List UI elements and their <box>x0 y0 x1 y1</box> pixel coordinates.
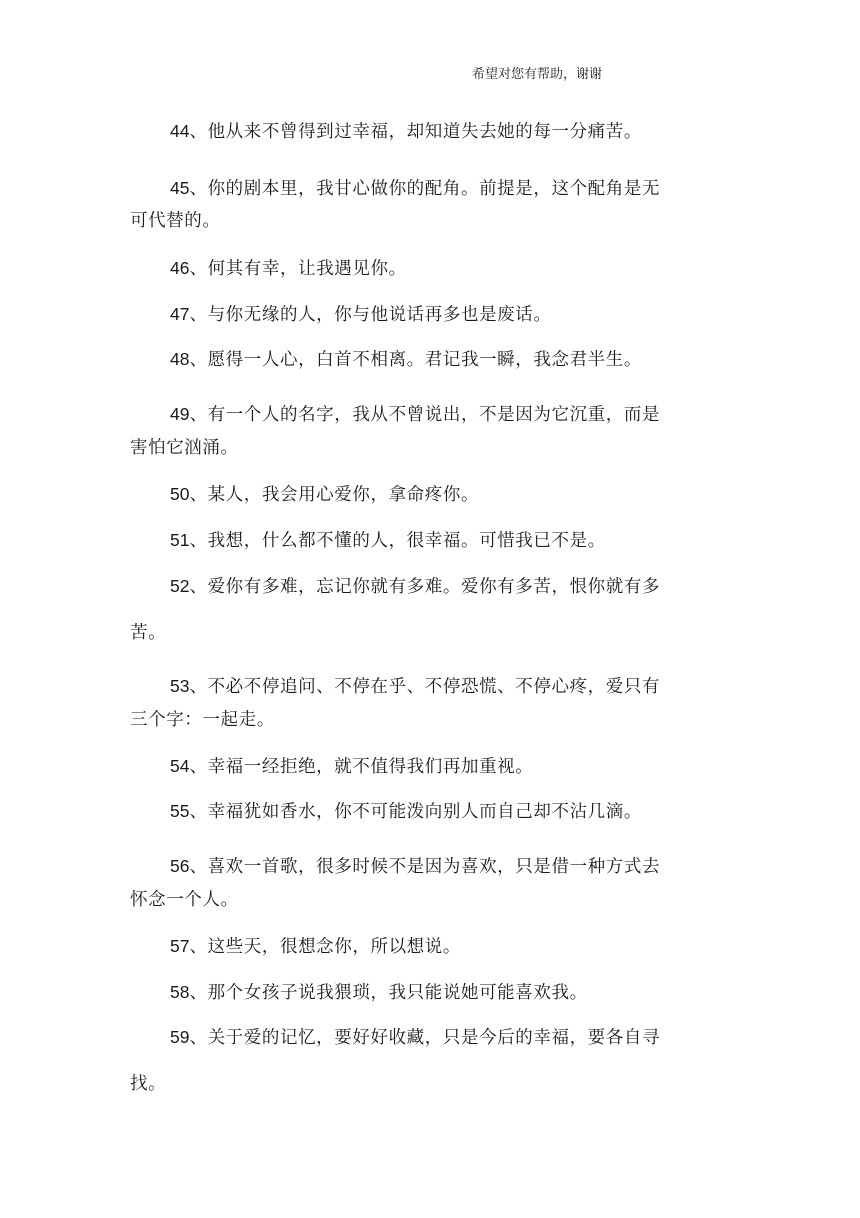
item-number: 47 <box>170 304 190 324</box>
item-text: 不必不停追问、不停在乎、不停恐慌、不停心疼，爱只有 <box>207 677 661 697</box>
item-text: 有一个人的名字，我从不曾说出，不是因为它沉重，而是 <box>207 405 661 425</box>
item-text: 幸福一经拒绝，就不值得我们再加重视。 <box>207 757 534 777</box>
item-number: 44 <box>170 121 190 141</box>
item-separator: 、 <box>189 677 208 697</box>
item-number: 57 <box>170 936 190 956</box>
item-separator: 、 <box>189 485 208 505</box>
item-number: 48 <box>170 349 190 369</box>
item-number: 54 <box>170 756 190 776</box>
item-separator: 、 <box>189 405 208 425</box>
item-separator: 、 <box>189 179 208 199</box>
item-text: 愿得一人心，白首不相离。君记我一瞬，我念君半生。 <box>207 350 642 370</box>
item-separator: 、 <box>189 1028 208 1048</box>
item-text: 那个女孩子说我猥琐，我只能说她可能喜欢我。 <box>207 983 588 1003</box>
item-separator: 、 <box>189 757 208 777</box>
item-text-continuation: 找。 <box>130 1074 167 1094</box>
item-text: 这些天，很想念你，所以想说。 <box>207 937 461 957</box>
item-text-continuation: 害怕它汹涌。 <box>130 438 239 458</box>
item-text-continuation: 三个字：一起走。 <box>130 710 275 730</box>
item-text: 喜欢一首歌，很多时候不是因为喜欢，只是借一种方式去 <box>207 857 661 877</box>
item-text: 你的剧本里，我甘心做你的配角。前提是，这个配角是无 <box>207 179 661 199</box>
item-text: 爱你有多难，忘记你就有多难。爱你有多苦，恨你就有多 <box>207 577 661 597</box>
item-separator: 、 <box>189 122 208 142</box>
item-separator: 、 <box>189 350 208 370</box>
item-text: 何其有幸，让我遇见你。 <box>207 259 407 279</box>
item-separator: 、 <box>189 857 208 877</box>
item-text: 与你无缘的人，你与他说话再多也是废话。 <box>207 305 552 325</box>
item-number: 56 <box>170 856 190 876</box>
item-text-continuation: 苦。 <box>130 623 167 643</box>
item-separator: 、 <box>189 983 208 1003</box>
item-text: 幸福犹如香水，你不可能泼向别人而自己却不沾几滴。 <box>207 802 642 822</box>
item-number: 50 <box>170 484 190 504</box>
item-separator: 、 <box>189 802 208 822</box>
item-number: 55 <box>170 801 190 821</box>
item-separator: 、 <box>189 531 208 551</box>
item-separator: 、 <box>189 937 208 957</box>
item-text: 某人，我会用心爱你，拿命疼你。 <box>207 485 480 505</box>
item-number: 53 <box>170 676 190 696</box>
item-separator: 、 <box>189 577 208 597</box>
item-separator: 、 <box>189 259 208 279</box>
item-text-continuation: 可代替的。 <box>130 211 221 231</box>
item-text: 我想，什么都不懂的人，很幸福。可惜我已不是。 <box>207 531 606 551</box>
item-number: 51 <box>170 530 190 550</box>
item-number: 52 <box>170 576 190 596</box>
item-number: 58 <box>170 982 190 1002</box>
item-separator: 、 <box>189 305 208 325</box>
item-number: 49 <box>170 404 190 424</box>
item-number: 59 <box>170 1027 190 1047</box>
item-number: 46 <box>170 258 190 278</box>
page-header-note: 希望对您有帮助，谢谢 <box>472 67 603 82</box>
item-text: 关于爱的记忆，要好好收藏，只是今后的幸福，要各自寻 <box>207 1028 661 1048</box>
item-number: 45 <box>170 178 190 198</box>
item-text-continuation: 怀念一个人。 <box>130 890 239 910</box>
item-text: 他从来不曾得到过幸福，却知道失去她的每一分痛苦。 <box>207 122 642 142</box>
